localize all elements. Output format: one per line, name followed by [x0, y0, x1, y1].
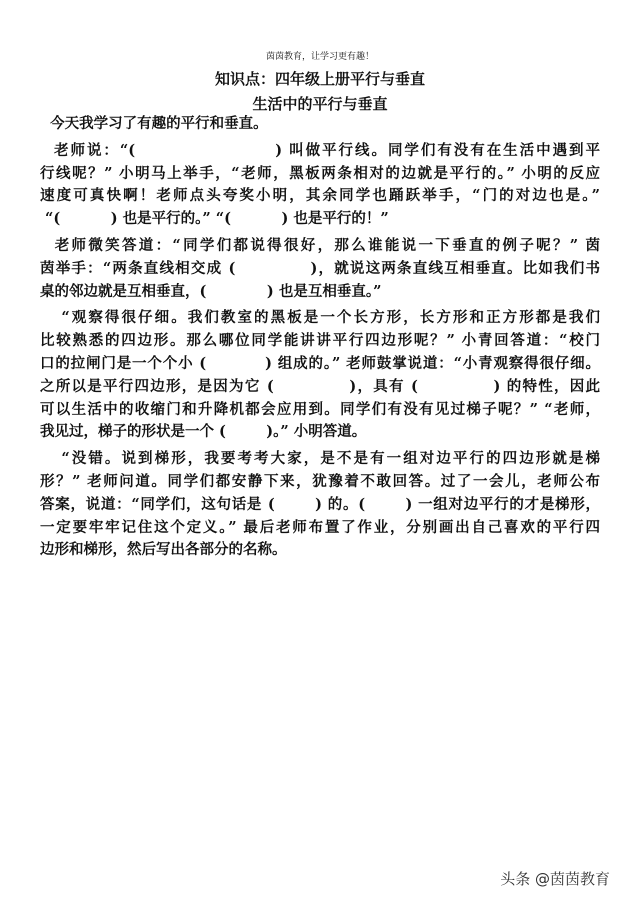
text-line: “没错。说到梯形，我要考考大家，是不是有一组对边平行的四边形就是梯 — [40, 450, 600, 468]
paragraph — [40, 140, 600, 231]
text-line: “观察得很仔细。我们教室的黑板是一个长方形，长方形和正方形都是我们 — [40, 309, 600, 327]
header-tagline: 茵茵教育，让学习更有趣！ — [265, 52, 374, 62]
paragraph — [40, 235, 600, 303]
paragraph — [40, 113, 600, 136]
text-line: 老师微笑答道：“同学们都说得很好，那么谁能说一下垂直的例子呢？” 茵 — [40, 236, 600, 254]
text-line: 茵举手：“两条直线相交成 ( )，就说这两条直线互相垂直。比如我们书 — [40, 259, 600, 277]
document-body — [40, 113, 600, 566]
text-line: 一定要牢牢记住这个定义。” 最后老师布置了作业，分别画出自己喜欢的平行四 — [40, 518, 600, 536]
text-line: 答案，说道：“同学们，这句话是 ( ) 的。( ) 一组对边平行的才是梯形， — [40, 495, 600, 513]
text-line: 今天我学习了有趣的平行和垂直。 — [40, 115, 268, 132]
text-line: 行线呢？” 小明马上举手，“老师，黑板两条相对的边就是平行的。” 小明的反应 — [40, 164, 600, 182]
text-line: 桌的邻边就是互相垂直，( ) 也是互相垂直。” — [40, 282, 382, 300]
text-line: 边形和梯形，然后写出各部分的名称。 — [40, 541, 287, 559]
text-line: 速度可真快啊！老师点头夸奖小明，其余同学也踊跃举手，“门的对边也是。” — [40, 187, 600, 205]
text-line: 我见过，梯子的形状是一个 ( )。” 小明答道。 — [40, 423, 367, 441]
watermark: 头条 @茵茵教育 — [500, 870, 610, 888]
text-line: 之所以是平行四边形，是因为它 ( )，具有 ( ) 的特性，因此 — [40, 377, 600, 395]
text-line: 口的拉闸门是一个个小 ( ) 组成的。” 老师鼓掌说道：“小青观察得很仔细。 — [40, 354, 600, 372]
text-line: 形？” 老师问道。同学们都安静下来，犹豫着不敢回答。过了一会儿，老师公布 — [40, 472, 600, 490]
page-subtitle: 生活中的平行与垂直 — [252, 95, 388, 113]
paragraph — [40, 307, 600, 444]
text-line: “( ) 也是平行的。” “( ) 也是平行的！” — [40, 210, 389, 228]
text-line: 可以生活中的收缩门和升降机都会应用到。同学们有没有见过梯子呢？” “老师， — [40, 400, 600, 418]
page-title: 知识点：四年级上册平行与垂直 — [214, 70, 425, 88]
paragraph — [40, 448, 600, 562]
text-line: 老师说：“( ) 叫做平行线。同学们有没有在生活中遇到平 — [40, 141, 600, 159]
text-line: 比较熟悉的四边形。那么哪位同学能讲讲平行四边形呢？” 小青回答道：“校门 — [40, 332, 600, 350]
